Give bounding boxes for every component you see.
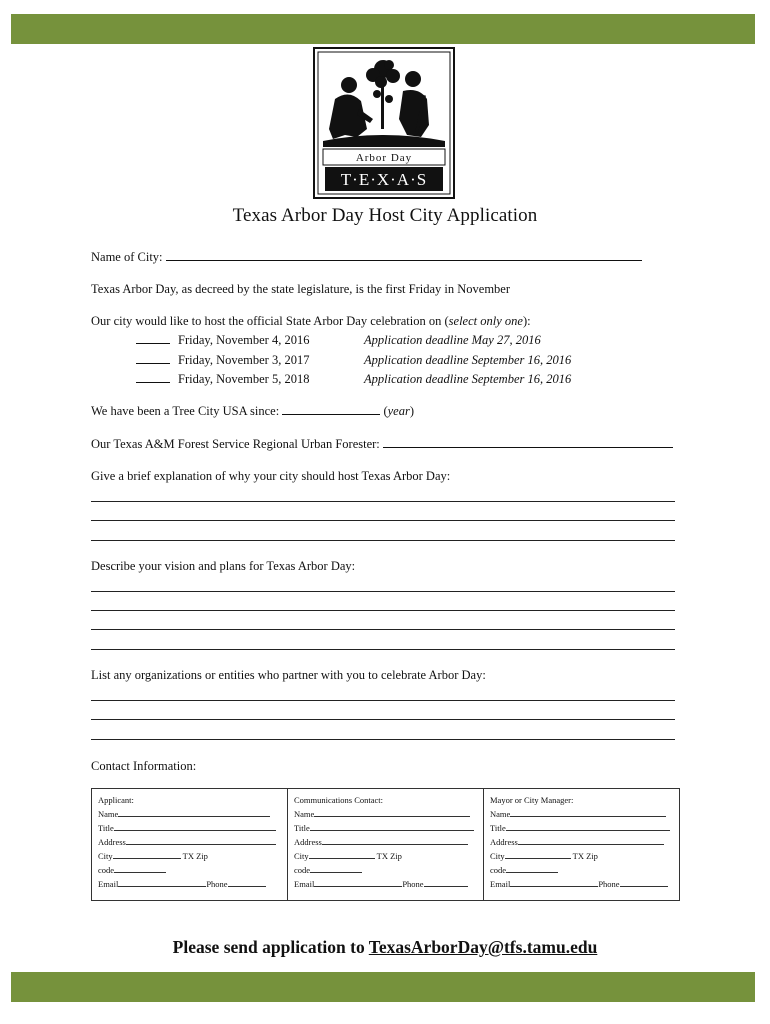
contact-heading: Communications Contact: [294, 795, 384, 805]
option-row [136, 372, 571, 387]
address-field[interactable] [126, 836, 276, 845]
vision-line[interactable] [91, 629, 675, 630]
option-deadline: Application deadline September 16, 2016 [364, 372, 572, 386]
contact-table [91, 788, 680, 901]
city-field[interactable] [113, 850, 181, 859]
tree-city-row: We have been a Tree City USA since: (year) [91, 404, 415, 418]
partners-line[interactable] [91, 700, 675, 701]
contact-column-applicant: Applicant: Name Title Address City TX Zip code Email Phone [92, 789, 288, 900]
svg-text:Arbor Day: Arbor Day [355, 152, 413, 164]
title-field[interactable] [310, 822, 474, 831]
vision-line[interactable] [91, 610, 675, 611]
vision-line[interactable] [91, 591, 675, 592]
arbor-day-texas-logo [313, 47, 455, 199]
option-select-blank[interactable] [136, 372, 170, 383]
title-field[interactable] [506, 822, 670, 831]
phone-field[interactable] [424, 878, 468, 887]
address-field[interactable] [322, 836, 468, 845]
logo-illustration-icon [315, 49, 453, 197]
submission-email-link[interactable]: TexasArborDay@tfs.tamu.edu [368, 937, 598, 957]
contact-heading: Mayor or City Manager: [490, 795, 574, 805]
title-field[interactable] [114, 822, 276, 831]
city-name-field[interactable] [166, 250, 642, 261]
bottom-green-band [11, 972, 755, 1002]
forester-row [91, 437, 673, 452]
option-date: Friday, November 3, 2017 [178, 353, 310, 367]
email-field[interactable] [118, 878, 206, 887]
zip-code-field[interactable] [506, 864, 558, 873]
option-row [136, 333, 541, 348]
submission-instructions: Please send application to TexasArborDay@tfs.tamu.edu [172, 937, 598, 957]
tree-city-label: We have been a Tree City USA since: [91, 404, 280, 418]
vision-label: Describe your vision and plans for Texas Arbor Day: [91, 559, 356, 573]
zip-code-field[interactable] [310, 864, 362, 873]
top-green-band [11, 14, 755, 44]
city-name-label: Name of City: [91, 250, 163, 264]
explain-line[interactable] [91, 501, 675, 502]
email-field[interactable] [510, 878, 598, 887]
contact-column-communications: Communications Contact: Name Title Address City TX Zip code Email Phone [288, 789, 484, 900]
select-only-one: select only one [448, 314, 523, 328]
phone-field[interactable] [620, 878, 668, 887]
city-field[interactable] [309, 850, 375, 859]
partners-label: List any organizations or entities who partner with you to celebrate Arbor Day: [91, 668, 486, 682]
name-field[interactable] [314, 808, 470, 817]
option-deadline: Application deadline September 16, 2016 [364, 353, 572, 367]
option-select-blank[interactable] [136, 333, 170, 344]
decree-text: Texas Arbor Day, as decreed by the state legislature, is the first Friday in November [91, 282, 511, 296]
forester-label: Our Texas A&M Forest Service Regional Urban Forester: [91, 437, 380, 451]
contact-column-mayor: Mayor or City Manager: Name Title Address City TX Zip code Email Phone [484, 789, 679, 900]
tree-city-year-field[interactable] [282, 404, 380, 415]
partners-line[interactable] [91, 719, 675, 720]
page-title: Texas Arbor Day Host City Application [232, 205, 538, 226]
explain-line[interactable] [91, 540, 675, 541]
option-row [136, 353, 571, 368]
svg-text:T·E·X·A·S: T·E·X·A·S [340, 170, 428, 189]
explain-label: Give a brief explanation of why your city should host Texas Arbor Day: [91, 469, 451, 483]
forester-field[interactable] [383, 437, 673, 448]
name-field[interactable] [510, 808, 666, 817]
zip-code-field[interactable] [114, 864, 166, 873]
phone-field[interactable] [228, 878, 266, 887]
email-field[interactable] [314, 878, 402, 887]
option-date: Friday, November 4, 2016 [178, 333, 310, 347]
explain-line[interactable] [91, 520, 675, 521]
address-field[interactable] [518, 836, 664, 845]
partners-line[interactable] [91, 739, 675, 740]
contact-heading: Applicant: [98, 795, 134, 805]
year-hint: year [387, 404, 410, 418]
contact-label: Contact Information: [91, 759, 197, 773]
select-intro: Our city would like to host the official State Arbor Day celebration on (select only one): [91, 314, 531, 328]
city-name-row [91, 250, 642, 265]
name-field[interactable] [118, 808, 270, 817]
option-date: Friday, November 5, 2018 [178, 372, 310, 386]
option-select-blank[interactable] [136, 353, 170, 364]
vision-line[interactable] [91, 649, 675, 650]
option-deadline: Application deadline May 27, 2016 [364, 333, 541, 347]
city-field[interactable] [505, 850, 571, 859]
